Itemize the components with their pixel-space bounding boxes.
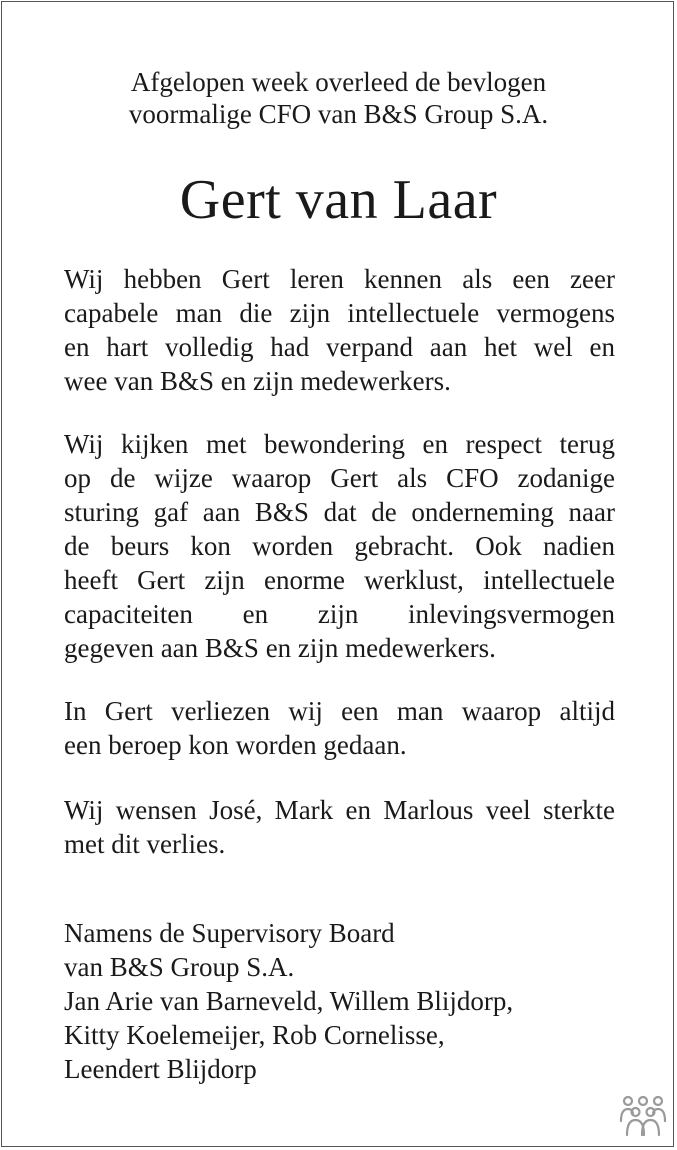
signature-line-4: Kitty Koelemeijer, Rob Cornelisse, [64,1020,445,1050]
paragraph-3 [64,694,615,762]
paragraph-line: sturing gaf aan B&S dat de onderneming naar [64,497,615,527]
paragraph-line: capabele man die zijn intellectuele vermogens [64,298,615,328]
intro-line-2: voormalige CFO van B&S Group S.A. [128,99,549,129]
signature-line-3: Jan Arie van Barneveld, Willem Blijdorp, [64,986,514,1016]
paragraph-line: met dit verlies. [64,829,226,859]
paragraph-line: Wij hebben Gert leren kennen als een zeer [64,264,615,294]
signature-line-1: Namens de Supervisory Board [64,918,395,948]
paragraph-4 [64,793,615,861]
paragraph-line: heeft Gert zijn enorme werklust, intellectuele [64,565,615,595]
paragraph-line: wee van B&S en zijn medewerkers. [64,366,451,396]
paragraph-line: en hart volledig had verpand aan het wel en [64,332,615,362]
signature-line-2: van B&S Group S.A. [64,952,295,982]
paragraph-line: capaciteiten en zijn inlevingsvermogen [64,599,615,629]
paragraph-line: een beroep kon worden gedaan. [64,730,407,760]
paragraph-line: op de wijze waarop Gert als CFO zodanige [64,463,615,493]
paragraph-line: gegeven aan B&S en zijn medewerkers. [64,633,496,663]
signature-line-5: Leendert Blijdorp [64,1054,257,1084]
deceased-name: Gert van Laar [179,169,498,231]
paragraph-line: Wij kijken met bewondering en respect terug [64,429,615,459]
people-group-icon [618,1095,668,1139]
intro-line-1: Afgelopen week overleed de bevlogen [130,67,547,97]
intro-text [0,66,677,130]
paragraph-line: In Gert verliezen wij een man waarop altijd [64,696,615,726]
paragraph-2 [64,427,615,665]
signature-block [64,916,624,1086]
paragraph-1 [64,262,615,398]
paragraph-line: Wij wensen José, Mark en Marlous veel sterkte [64,795,615,825]
paragraph-line: de beurs kon worden gebracht. Ook nadien [64,531,615,561]
